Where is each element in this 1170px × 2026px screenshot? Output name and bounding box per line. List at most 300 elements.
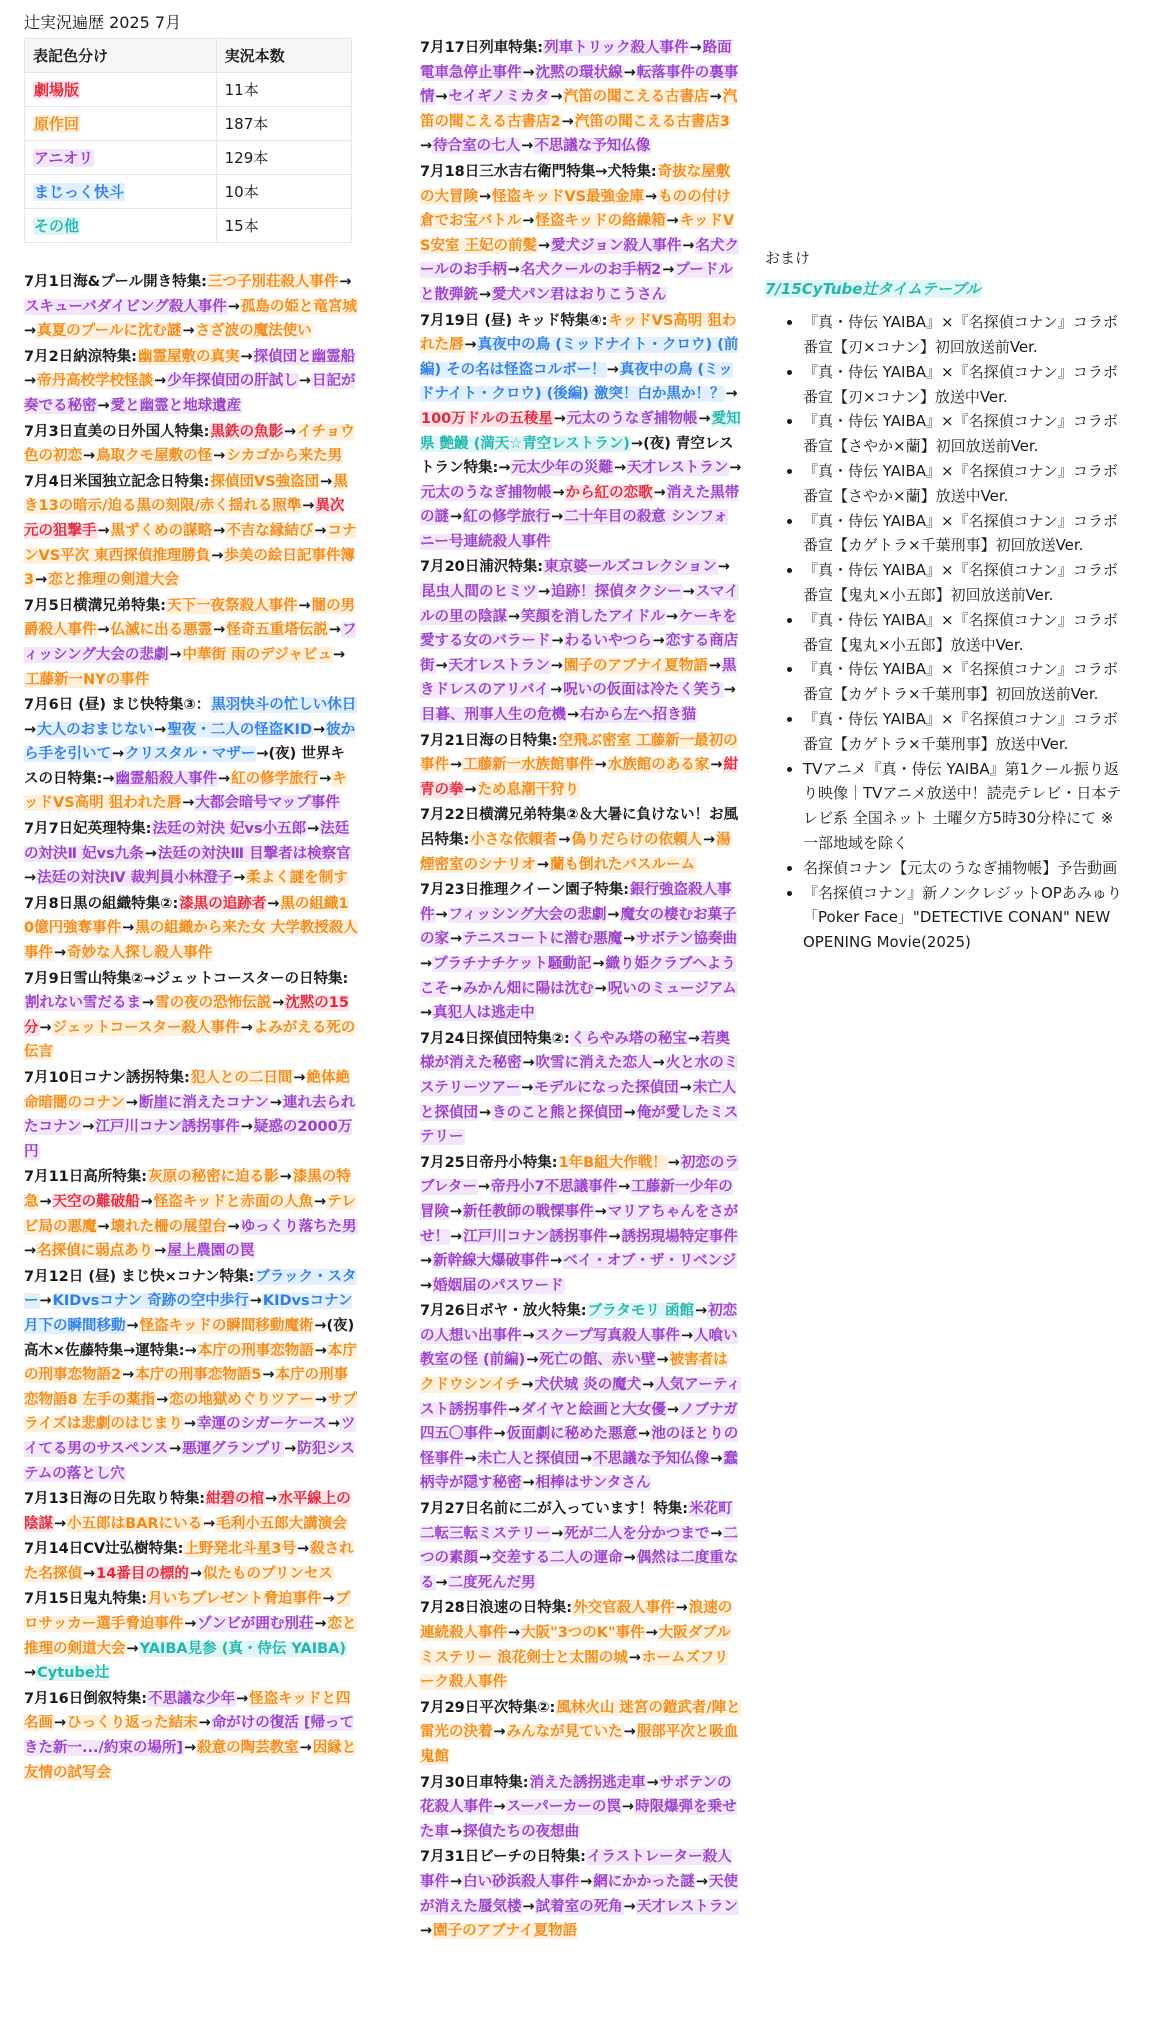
episode-title: 吹雪に消えた恋人 xyxy=(535,1055,652,1072)
day-entry xyxy=(24,892,358,966)
legend-label-magic-kaito: まじっく快斗 xyxy=(34,183,125,201)
arrow-icon: → xyxy=(272,995,285,1012)
arrow-icon: → xyxy=(723,682,736,699)
arrow-icon: → xyxy=(493,1426,506,1443)
day-heading: 7月3日直美の日外国人特集: xyxy=(24,423,210,440)
episode-title: ゾンビが囲む別荘 xyxy=(197,1616,314,1633)
arrow-icon: → xyxy=(420,1923,433,1940)
episode-title: 真犯人は逃走中 xyxy=(433,1005,535,1022)
episode-title: ひっくり返った結末 xyxy=(67,1715,198,1732)
arrow-icon: → xyxy=(680,1327,694,1344)
episode-title: 異次元の狙撃手 xyxy=(24,498,345,539)
episode-title: ツイてる男のサスペンス xyxy=(24,1416,356,1457)
arrow-icon: → xyxy=(709,89,722,106)
episode-title: きのこと熊と探偵団 xyxy=(492,1104,623,1121)
arrow-icon: → xyxy=(645,1625,658,1641)
episode-title: 孤島の姫と竜宮城 xyxy=(240,298,357,315)
arrow-icon: → xyxy=(550,1253,563,1270)
arrow-icon: → xyxy=(522,64,535,81)
arrow-icon: → xyxy=(39,1193,52,1210)
legend-label-original: 原作回 xyxy=(34,115,80,133)
legend-row xyxy=(25,141,352,175)
episode-title: 防犯システムの落とし穴 xyxy=(24,1440,355,1482)
arrow-icon: → xyxy=(656,1352,669,1369)
episode-title: 大人のおまじない xyxy=(37,721,154,738)
episode-title: 似たものプリンセス xyxy=(203,1565,333,1582)
episode-title: 連れ去られたコナン xyxy=(24,1094,356,1136)
episode-title: 天下一夜祭殺人事件 xyxy=(166,597,298,614)
arrow-icon: → xyxy=(211,547,224,564)
episode-title: 怪奇五重塔伝説 xyxy=(226,622,328,639)
day-entry xyxy=(24,817,358,891)
day-heading: 7月29日平次特集②: xyxy=(420,1699,556,1716)
episode-title: Cytube辻 xyxy=(37,1665,110,1682)
episode-title: 黒鉄の魚影 xyxy=(210,423,283,440)
episode-title: 愛犬ジョン殺人事件 xyxy=(551,237,682,254)
episode-title: 追跡！探偵タクシー xyxy=(551,584,682,601)
omake-item[interactable]: • 名探偵コナン【元太のうなぎ捕物帳】予告動画 xyxy=(803,856,1125,881)
episode-title: 織り姫クラブへようこそ xyxy=(420,955,736,997)
arrow-icon: → xyxy=(522,1475,535,1492)
arrow-icon: → xyxy=(450,1203,463,1220)
episode-title: ホームズフリーク殺人事件 xyxy=(420,1649,729,1691)
episode-title: 歩美の絵日記事件簿3 xyxy=(24,547,355,589)
day-heading: 7月15日鬼丸特集: xyxy=(24,1591,148,1608)
episode-title: 江戸川コナン誘拐事件 xyxy=(463,1228,608,1245)
episode-title: 灰原の秘密に迫る影 xyxy=(148,1169,279,1186)
episode-title: 小五郎はBARにいる xyxy=(67,1515,203,1532)
episode-title: 少年探偵団の肝試し xyxy=(167,373,298,390)
omake-item[interactable]: • 『真・侍伝 YAIBA』×『名探偵コナン』コラボ番宣【カゲトラ×千葉刑事】初回放送Ver. xyxy=(803,509,1125,559)
episode-title: 毛利小五郎大講演会 xyxy=(216,1515,347,1532)
day-entry xyxy=(24,594,358,692)
episode-title: ものの付け倉でお宝バトル xyxy=(420,188,731,230)
day-entry xyxy=(24,1487,358,1536)
episode-title: 紅の修学旅行 xyxy=(231,770,319,787)
episode-title: フィッシング大会の悲劇 xyxy=(24,622,357,663)
arrow-icon: → xyxy=(435,906,448,923)
arrow-icon: → xyxy=(729,460,742,477)
arrow-icon: → xyxy=(39,1293,52,1310)
episode-title: 犬伏城 炎の魔犬 xyxy=(534,1377,642,1394)
arrow-icon: → xyxy=(551,633,564,650)
arrow-icon: → xyxy=(262,1367,275,1384)
arrow-icon: → xyxy=(710,1450,723,1467)
episode-title: 天空の難破船 xyxy=(52,1193,140,1210)
arrow-icon: → xyxy=(83,1565,96,1582)
episode-title: 東京婆ールズコレクション xyxy=(544,559,717,576)
episode-title: 聖夜・二人の怪盗KID xyxy=(167,721,312,738)
episode-title: 大都会暗号マップ事件 xyxy=(195,795,340,812)
episode-title: ノブナガ四五〇事件 xyxy=(420,1401,738,1443)
episode-title: プラチナチケット騒動記 xyxy=(433,955,592,972)
arrow-icon: → xyxy=(521,1377,534,1394)
day-entry xyxy=(420,729,742,803)
episode-title: ゆっくり落ちた男 xyxy=(240,1218,357,1235)
episode-title: 紅の修学旅行 xyxy=(463,509,551,526)
episode-title: モデルになった探偵団 xyxy=(534,1079,679,1096)
episode-title: 100万ドルの五稜星 xyxy=(421,410,553,427)
arrow-icon: → xyxy=(594,980,607,997)
omake-item[interactable]: • 『真・侍伝 YAIBA』×『名探偵コナン』コラボ番宣【さやか×蘭】初回放送前Ver. xyxy=(803,409,1125,459)
legend-row xyxy=(25,73,352,107)
arrow-icon: → xyxy=(184,1342,197,1359)
episode-title: 天才レストラン xyxy=(636,1898,738,1915)
episode-title: 闇の男爵殺人事件 xyxy=(24,597,356,639)
day-heading: 7月7日妃英理特集: xyxy=(24,821,152,838)
episode-title: みかん畑に陽は沈む xyxy=(463,980,594,997)
arrow-icon: → xyxy=(184,1616,197,1633)
episode-title: 消えた黒帯の謎 xyxy=(420,484,740,526)
arrow-icon: → xyxy=(498,460,511,477)
day-heading: 7月21日海の日特集: xyxy=(420,732,558,749)
arrow-icon: → xyxy=(645,188,658,205)
sub-heading: (夜) 高木×佐藤特集→運特集: xyxy=(24,1317,355,1359)
episode-title: 不吉な縁結び xyxy=(226,522,314,539)
episode-title: YAIBA見参 (真・侍伝 YAIBA) xyxy=(139,1640,347,1657)
arrow-icon: → xyxy=(435,89,448,106)
day-heading: 7月6日 (昼) まじ快特集③： xyxy=(24,697,211,714)
arrow-icon: → xyxy=(606,361,619,378)
day-entry xyxy=(420,1771,742,1845)
episode-title: 法廷の対決Ⅲ 目撃者は検察官 xyxy=(157,845,351,862)
arrow-icon: → xyxy=(284,1440,297,1457)
arrow-icon: → xyxy=(594,1203,607,1220)
arrow-icon: → xyxy=(420,138,433,155)
arrow-icon: → xyxy=(695,1873,708,1890)
omake-item[interactable]: • 『真・侍伝 YAIBA』×『名探偵コナン』コラボ番宣【鬼丸×小五郎】初回放送前Ver. xyxy=(803,558,1125,608)
episode-title: 仮面劇に秘めた悪意 xyxy=(506,1426,638,1443)
sub-heading: (夜) 世界キスの日特集: xyxy=(24,746,345,787)
episode-title: 右から左へ招き猫 xyxy=(580,707,697,724)
day-heading: 7月4日米国独立記念日特集: xyxy=(24,473,210,490)
episode-title: 魔女の棲むお菓子の家 xyxy=(420,906,737,948)
legend-header-count: 実況本数 xyxy=(216,39,351,73)
episode-title: 二度死んだ男 xyxy=(448,1574,536,1591)
episode-title: 幽霊屋敷の真実 xyxy=(137,348,240,365)
arrow-icon: → xyxy=(140,1193,153,1210)
episode-title: 真夜中の鳥 (ミッドナイト・クロウ) (後編) 激突！白か黒か！？ xyxy=(420,361,733,403)
arrow-icon: → xyxy=(97,622,110,639)
arrow-icon: → xyxy=(710,757,723,774)
episode-title: ブラタモリ 函館 xyxy=(587,1303,694,1320)
episode-title: 婚姻届のパスワード xyxy=(433,1277,564,1294)
episode-title: 幽霊船殺人事件 xyxy=(115,770,217,787)
episode-title: フィッシング大会の悲劇 xyxy=(448,906,607,923)
episode-title: 目暮、刑事人生の危機 xyxy=(421,707,566,724)
episode-title: 黒き13の暗示/迫る黒の刻限/赤く揺れる照準 xyxy=(24,473,348,515)
omake-item[interactable]: • 『真・侍伝 YAIBA』×『名探偵コナン』コラボ番宣【刃×コナン】放送中Ver. xyxy=(803,360,1125,410)
legend-label-other: その他 xyxy=(34,217,80,235)
episode-title: コナンVS平次 東西探偵推理勝負 xyxy=(24,522,357,564)
day-heading: 7月30日車特集: xyxy=(420,1774,529,1791)
arrow-icon: → xyxy=(479,1550,492,1567)
omake-item[interactable]: • 『真・侍伝 YAIBA』×『名探偵コナン』コラボ番宣【鬼丸×小五郎】放送中Ver. xyxy=(803,608,1125,658)
page-title: 辻実況遍歴 2025 7月 xyxy=(24,13,182,32)
arrow-icon: → xyxy=(39,1019,52,1036)
arrow-icon: → xyxy=(646,1774,659,1791)
episode-title: 若奥様が消えた秘密 xyxy=(420,1030,730,1072)
schedule-column-left xyxy=(24,270,358,1786)
episode-title: 沈黙の15分 xyxy=(24,995,349,1036)
arrow-icon: → xyxy=(298,597,311,614)
episode-title: 怪盗キッドと赤面の人魚 xyxy=(153,1193,314,1210)
arrow-icon: → xyxy=(450,757,463,774)
episode-title: セイギノミカタ xyxy=(448,89,550,106)
arrow-icon: → xyxy=(675,1600,688,1617)
episode-title: 紺碧の棺 xyxy=(206,1491,265,1508)
episode-title: 汽笛の聞こえる古書店3 xyxy=(574,113,730,130)
arrow-icon: → xyxy=(608,1228,621,1245)
arrow-icon: → xyxy=(698,410,711,427)
episode-title: 湯煙密室のシナリオ xyxy=(420,832,731,873)
episode-title: KIDvsコナン 月下の瞬間移動 xyxy=(24,1293,353,1334)
arrow-icon: → xyxy=(203,1515,216,1532)
legend-label-anime-original: アニオリ xyxy=(34,149,94,167)
episode-title: 白い砂浜殺人事件 xyxy=(463,1873,580,1890)
omake-item[interactable]: • 『名探偵コナン』新ノンクレジットOPあみゅり「Poker Face」"DETECTIVE CONAN" NEW OPENING Movie(2025) xyxy=(803,881,1125,955)
arrow-icon: → xyxy=(521,138,534,155)
day-entry xyxy=(420,878,742,1026)
episode-title: マリアちゃんをさがせ！ xyxy=(420,1203,739,1245)
episode-title: 鳥取クモ屋敷の怪 xyxy=(96,448,213,465)
day-entry xyxy=(420,1151,742,1299)
arrow-icon: → xyxy=(213,522,226,539)
arrow-icon: → xyxy=(508,1401,521,1418)
episode-title: 彼から手を引いて xyxy=(24,721,356,763)
arrow-icon: → xyxy=(638,1426,651,1443)
episode-title: プードルと散弾銃 xyxy=(420,262,733,303)
episode-title: 新任教師の戦慄事件 xyxy=(463,1203,594,1220)
episode-title: サボテンの花殺人事件 xyxy=(420,1774,732,1816)
episode-title: 二つの素顔 xyxy=(420,1525,739,1567)
episode-title: 仏滅に出る悪霊 xyxy=(110,622,213,639)
episode-title: 銀行強盗殺人事件 xyxy=(420,882,732,923)
day-entry xyxy=(420,1027,742,1150)
episode-title: 黒の組織10億円強奪事件 xyxy=(24,895,349,937)
episode-title: 時限爆弾を乗せた車 xyxy=(420,1799,737,1840)
arrow-icon: → xyxy=(493,1724,506,1741)
arrow-icon: → xyxy=(623,1898,636,1915)
episode-title: 漆黒の特急 xyxy=(24,1169,351,1210)
arrow-icon: → xyxy=(580,1450,593,1467)
episode-title: 殺意の陶芸教室 xyxy=(197,1740,299,1757)
arrow-icon: → xyxy=(319,770,332,787)
day-entry xyxy=(24,1587,358,1685)
episode-title: 恋と推理の剣道大会 xyxy=(48,572,179,589)
episode-title: 工藤新一NYの事件 xyxy=(25,671,150,688)
episode-title: 汽笛の聞こえる古書店 xyxy=(563,89,709,106)
arrow-icon: → xyxy=(97,1218,110,1235)
episode-title: 本庁の刑事恋物語8 左手の薬指 xyxy=(24,1367,348,1408)
episode-title: 幸運のシガーケース xyxy=(197,1416,327,1433)
episode-title: 奇妙な人探し殺人事件 xyxy=(67,945,213,962)
day-heading: 7月20日浦沢特集: xyxy=(420,559,544,576)
episode-title: キッドVS高明 狙われた唇 xyxy=(24,770,347,812)
episode-title: 1年B組大作戦！ xyxy=(558,1154,667,1171)
episode-title: ジェットコースター殺人事件 xyxy=(52,1019,240,1036)
episode-title: 犯人との二日間 xyxy=(190,1070,293,1086)
omake-item[interactable]: • 『真・侍伝 YAIBA』×『名探偵コナン』コラボ番宣【カゲトラ×千葉刑事】放送中Ver. xyxy=(803,707,1125,757)
episode-title: 愛犬パン君はおりこうさん xyxy=(492,286,667,303)
arrow-icon: → xyxy=(420,1005,433,1022)
arrow-icon: → xyxy=(623,64,636,81)
day-heading: 7月10日コナン誘拐特集: xyxy=(24,1070,190,1086)
day-heading: 7月22日横溝兄弟特集②＆大暑に負けない！お風呂特集: xyxy=(420,807,739,848)
arrow-icon: → xyxy=(97,522,110,539)
episode-title: 法廷の対決Ⅳ 裁判員小林澄子 xyxy=(37,870,233,887)
legend-count: 187本 xyxy=(216,107,351,141)
episode-title: 園子のアブナイ夏物語 xyxy=(563,657,708,674)
episode-title: 本庁の刑事恋物語5 xyxy=(135,1367,262,1384)
arrow-icon: → xyxy=(126,1640,139,1657)
arrow-icon: → xyxy=(552,484,565,501)
episode-title: 誘拐現場特定事件 xyxy=(621,1228,738,1245)
arrow-icon: → xyxy=(279,1169,292,1186)
episode-title: 初恋の人想い出事件 xyxy=(420,1303,738,1344)
day-heading: 7月5日横溝兄弟特集: xyxy=(24,597,166,614)
arrow-icon: → xyxy=(302,498,315,515)
omake-section xyxy=(765,246,1125,955)
episode-title: ダイヤと絵画と大女優 xyxy=(521,1401,666,1418)
arrow-icon: → xyxy=(283,423,297,440)
arrow-icon: → xyxy=(269,1094,282,1111)
episode-title: 服部平次と吸血鬼館 xyxy=(420,1724,739,1765)
arrow-icon: → xyxy=(687,1030,700,1047)
episode-title: 被害者はクドウシンイチ xyxy=(420,1352,728,1394)
legend-label-movie: 劇場版 xyxy=(34,81,80,99)
episode-title: 大阪ダブルミステリー 浪花剣士と太閤の城 xyxy=(420,1625,731,1666)
episode-title: スマイルの里の陰謀 xyxy=(420,584,739,625)
episode-title: 黒羽快斗の忙しい休日 xyxy=(211,697,357,714)
arrow-icon: → xyxy=(522,213,535,230)
episode-title: 昆虫人間のヒミツ xyxy=(421,584,537,601)
arrow-icon: → xyxy=(144,845,157,862)
episode-title: 怪盗キッドの絡繰箱 xyxy=(535,213,666,230)
arrow-icon: → xyxy=(536,856,550,873)
omake-item[interactable]: • 『真・侍伝 YAIBA』×『名探偵コナン』コラボ番宣【カゲトラ×千葉刑事】初回放送前Ver. xyxy=(803,657,1125,707)
day-heading: 7月13日海の日先取り特集: xyxy=(24,1491,206,1508)
arrow-icon: → xyxy=(551,509,564,526)
episode-title: わるいやつら xyxy=(564,633,652,650)
episode-title: 小さな依頼者 xyxy=(470,832,558,848)
day-heading: 7月28日浪速の日特集: xyxy=(420,1600,573,1617)
day-entry xyxy=(24,967,358,1065)
episode-title: 天才レストラン xyxy=(448,657,550,674)
episode-title: 名犬クールのお手柄2 xyxy=(520,262,662,279)
episode-title: 三つ子別荘殺人事件 xyxy=(207,274,339,290)
arrow-icon: → xyxy=(621,1799,635,1816)
episode-title: 未亡人と探偵団 xyxy=(477,1450,580,1467)
arrow-icon: → xyxy=(623,1724,636,1741)
day-heading: 7月19日 (昼) キッド特集④: xyxy=(420,312,608,329)
timetable-link[interactable]: 7/15CyTube辻タイムテーブル xyxy=(765,279,981,298)
arrow-icon: → xyxy=(689,40,702,56)
arrow-icon: → xyxy=(464,337,477,354)
legend-count: 129本 xyxy=(216,141,351,175)
arrow-icon: → xyxy=(450,509,463,526)
episode-title: 本庁の刑事恋物語 xyxy=(197,1342,314,1359)
arrow-icon: → xyxy=(189,1565,202,1582)
day-entry xyxy=(420,36,742,159)
omake-title: おまけ xyxy=(765,249,811,267)
day-heading: 7月12日 (昼) まじ快×コナン特集: xyxy=(24,1268,255,1285)
episode-title: 二十年目の殺意 シンフォニー号連続殺人事件 xyxy=(420,509,728,550)
arrow-icon: → xyxy=(666,213,679,230)
episode-title: 水平線上の陰謀 xyxy=(24,1491,351,1532)
arrow-icon: → xyxy=(526,1352,539,1369)
arrow-icon: → xyxy=(142,995,155,1012)
episode-title: 探偵団VS強盗団 xyxy=(210,473,320,490)
episode-title: 笑顔を消したアイドル xyxy=(521,608,665,625)
arrow-icon: → xyxy=(314,1342,327,1359)
arrow-icon: → xyxy=(522,1327,535,1344)
arrow-icon: → xyxy=(567,707,580,724)
arrow-icon: → xyxy=(464,781,477,798)
arrow-icon: → xyxy=(653,484,666,501)
episode-title: 工藤新一水族館事件 xyxy=(463,757,594,774)
arrow-icon: → xyxy=(327,1416,341,1433)
legend-row xyxy=(25,175,352,209)
arrow-icon: → xyxy=(550,682,563,699)
day-entry xyxy=(24,1165,358,1263)
episode-title: 大阪"3つのK"事件 xyxy=(521,1625,645,1641)
arrow-icon: → xyxy=(642,1377,655,1394)
episode-title: 蘭も倒れたバスルーム xyxy=(550,856,696,873)
arrow-icon: → xyxy=(682,584,695,601)
episode-title: 恋と推理の剣道大会 xyxy=(24,1616,357,1657)
episode-title: シカゴから来た男 xyxy=(226,448,343,465)
arrow-icon: → xyxy=(297,1541,310,1558)
episode-title: 汽笛の聞こえる古書店2 xyxy=(420,89,738,130)
episode-title: 未亡人と探偵団 xyxy=(420,1079,737,1121)
arrow-icon: → xyxy=(240,1119,253,1136)
episode-title: KIDvsコナン 奇跡の空中歩行 xyxy=(52,1293,249,1310)
arrow-icon: → xyxy=(24,373,37,390)
arrow-icon: → xyxy=(435,1574,448,1591)
arrow-icon: → xyxy=(508,1625,521,1641)
episode-title: 元太のうなぎ捕物帳 xyxy=(421,484,552,501)
arrow-icon: → xyxy=(182,795,195,812)
episode-title: 死亡の館、赤い壁 xyxy=(539,1352,656,1369)
episode-title: サボテン協奏曲 xyxy=(636,931,738,948)
day-heading: 7月16日倒叙特集: xyxy=(24,1690,148,1707)
day-entry xyxy=(420,1596,742,1694)
arrow-icon: → xyxy=(450,1873,463,1890)
episode-title: 恋する商店街 xyxy=(420,633,739,674)
arrow-icon: → xyxy=(24,1665,37,1682)
arrow-icon: → xyxy=(420,955,433,972)
day-entry xyxy=(420,1497,742,1595)
day-heading: 7月18日三水吉右衛門特集→犬特集: xyxy=(420,163,657,180)
color-legend-table xyxy=(24,38,352,243)
arrow-icon: → xyxy=(122,920,135,937)
omake-item[interactable]: • TVアニメ『真・侍伝 YAIBA』第1クール振り返り映像｜TVアニメ放送中！読売テレビ・日本テレビ系 全国ネット 土曜夕方5時30分枠にて ※一部地域を除く xyxy=(803,757,1125,856)
episode-title: 疑惑の2000万円 xyxy=(24,1119,353,1160)
episode-title: 名犬クールのお手柄 xyxy=(420,237,740,279)
omake-item[interactable]: • 『真・侍伝 YAIBA』×『名探偵コナン』コラボ番宣【刃×コナン】初回放送前Ver. xyxy=(803,310,1125,360)
arrow-icon: → xyxy=(240,348,253,365)
arrow-icon: → xyxy=(613,460,627,477)
episode-title: 紺青の拳 xyxy=(420,757,738,798)
day-entry xyxy=(24,1265,358,1486)
omake-item[interactable]: • 『真・侍伝 YAIBA』×『名探偵コナン』コラボ番宣【さやか×蘭】放送中Ver. xyxy=(803,459,1125,509)
arrow-icon: → xyxy=(682,237,695,254)
arrow-icon: → xyxy=(24,1243,37,1260)
episode-title: 相棒はサンタさん xyxy=(535,1475,651,1492)
episode-title: 人気アーティスト誘拐事件 xyxy=(420,1377,741,1418)
episode-title: 元太少年の災難 xyxy=(511,460,613,477)
